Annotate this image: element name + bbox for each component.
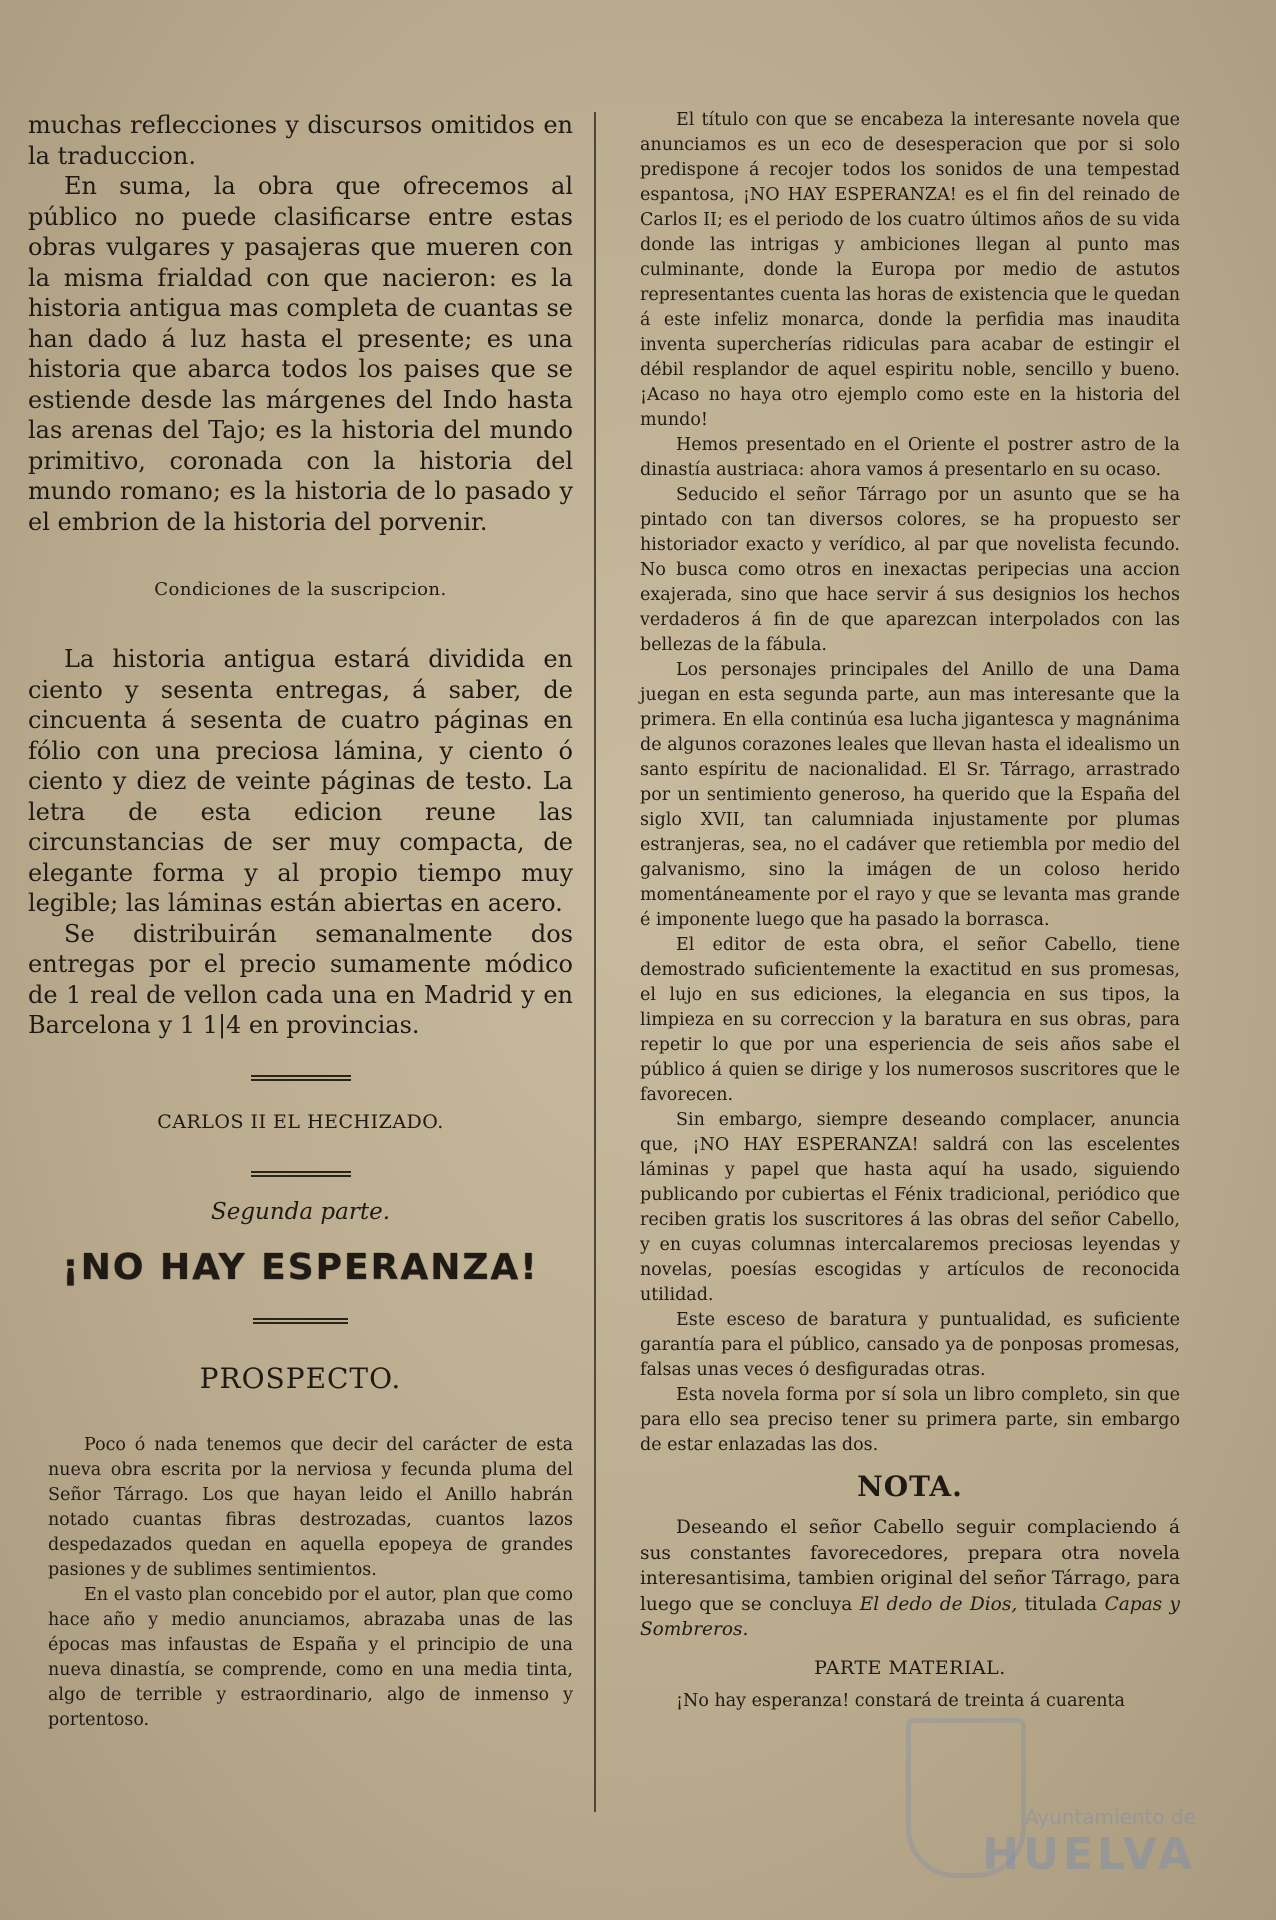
parte-material-heading: PARTE MATERIAL. bbox=[814, 1656, 1006, 1679]
ayuntamiento-watermark bbox=[982, 1805, 1196, 1880]
carlos-heading: CARLOS II EL HECHIZADO. bbox=[157, 1110, 444, 1133]
no-hay-esperanza-title: ¡NO HAY ESPERANZA! bbox=[62, 1246, 539, 1288]
paragraph-titulo: El título con que se encabeza la interesante novela que anunciamos es un eco de desesperacion que por si solo predispone á recojer todos los sonidos de una tempestad espantosa, ¡NO HAY ESPERANZA! es el fin del reinado de Carlos II; es el periodo de los cuatro últimos años de su vida donde las intrigas y ambiciones llegan al punto mas culminante, donde la Europa por medio de astutos representantes cuenta las horas de existencia que le quedan á este infeliz monarca, donde la perfidia mas inaudita inventa supercherías ridiculas para acabar de estingir el débil resplandor de aquel espiritu noble, sencillo y bueno. ¡Acaso no haya otro ejemplo como este en la historia del mundo! bbox=[640, 110, 1180, 430]
paragraph-sin-embargo: Sin embargo, siempre deseando complacer, anuncia que, ¡NO HAY ESPERANZA! saldrá con las escelentes láminas y papel que hasta aquí ha usado, siguiendo publicando por cubiertas el Fénix tradicional, periódico que reciben gratis los suscritores á las obras del señor Cabello, y en cuyas columnas intercalaremos preciosas leyendas y novelas, poesías escogidas y artículos de reconocida utilidad. bbox=[640, 1110, 1180, 1305]
nota-title-dedo: El dedo de Dios, bbox=[859, 1593, 1018, 1615]
paragraph-vasto-plan: En el vasto plan concebido por el autor, plan que como hace año y medio anunciamos, abrazaba unas de las épocas mas infaustas de España y el principio de una nueva dinastía, se comprende, como en una media tinta, algo de terrible y estraordinario, algo de inmenso y portentoso. bbox=[48, 1584, 573, 1730]
double-rule bbox=[253, 1318, 348, 1324]
right-column bbox=[640, 0, 1180, 1714]
conditions-heading: Condiciones de la suscripcion. bbox=[154, 579, 447, 600]
paragraph-esceso: Este esceso de baratura y puntualidad, es suficiente garantía para el público, cansado ya de ponposas promesas, falsas unas veces ó desfiguradas otras. bbox=[640, 1310, 1180, 1380]
paragraph-esta-novela: Esta novela forma por sí sola un libro completo, sin que para ello sea preciso tener su primera parte, sin embargo de estar enlazadas las dos. bbox=[640, 1385, 1180, 1455]
paragraph-seducido: Seducido el señor Tárrago por un asunto que se ha pintado con tan diversos colores, se ha propuesto ser historiador exacto y verídico, al par que novelista fecundo. No busca como otros en inexactas peripecias una accion exajerada, sino que hace servir á sus designios los hechos verdaderos á fin de que aparezcan interpolados con las bellezas de la fábula. bbox=[640, 485, 1180, 655]
paragraph-personajes: Los personajes principales del Anillo de una Dama juegan en esta segunda parte, aun mas interesante que la primera. En ella continúa esa lucha jigantesca y magnánima de algunos corazones leales que llevan hasta el idealismo un santo espíritu de nacionalidad. El Sr. Tárrago, arrastrado por un sentimiento generoso, ha querido que la España del siglo XVII, tan calumniada injustamente por plumas estranjeras, sea, no el cadáver que retiembla por medio del galvanismo, sino la imágen de un coloso herido momentáneamente por el rayo y que se levanta mas grande é imponente luego que ha pasado la borrasca. bbox=[640, 660, 1180, 930]
paragraph-hemos-presentado: Hemos presentado en el Oriente el postrer astro de la dinastía austriaca: ahora vamos á presentarlo en su ocaso. bbox=[640, 435, 1180, 480]
prospecto-heading: PROSPECTO. bbox=[199, 1361, 402, 1395]
double-rule bbox=[251, 1075, 351, 1081]
paragraph-editor: El editor de esta obra, el señor Cabello, tiene demostrado suficientemente la exactitud en sus promesas, el lujo en sus ediciones, la elegancia en sus tipos, la limpieza en su correccion y la baratura en sus obras, para repetir lo que por una esperiencia de seis años sabe el público á quien se dirige y los numerosos suscritores que le favorecen. bbox=[640, 935, 1180, 1105]
paragraph-distribuiran: Se distribuirán semanalmente dos entregas por el precio sumamente módico de 1 real de vellon cada una en Madrid y en Barcelona y 1 1|4 en provincias. bbox=[28, 919, 573, 1039]
nota-text: titulada bbox=[1017, 1593, 1105, 1615]
nota-text: Deseando el señor Cabello seguir complaciendo á sus constantes favorecedores, prepara otra novela interesantisima, tambien original del señor Tárrago, para luego que se concluya bbox=[640, 1517, 1180, 1615]
segunda-parte-subtitle: Segunda parte. bbox=[210, 1198, 391, 1225]
paragraph-historia-antigua: La historia antigua estará dividida en ciento y sesenta entregas, á saber, de cincuenta á sesenta de cuatro páginas en fólio con una preciosa lámina, y ciento ó ciento y diez de veinte páginas de testo. La letra de esta edicion reune las circunstancias de ser muy compacta, de elegante forma y al propio tiempo muy legible; las láminas están abiertas en acero. bbox=[28, 645, 573, 917]
double-rule bbox=[251, 1171, 351, 1177]
left-column bbox=[28, 0, 573, 1733]
paragraph-constara: ¡No hay esperanza! constará de treinta á cuarenta bbox=[676, 1690, 1125, 1711]
paragraph-en-suma: En suma, la obra que ofrecemos al público no puede clasificarse entre estas obras vulgares y pasajeras que mueren con la misma frialdad con que nacieron: es la historia antigua mas completa de cuantas se han dado á luz hasta el presente; es una historia que abarca todos los paises que se estiende desde las márgenes del Indo hasta las arenas del Tajo; es la historia del mundo primitivo, coronada con la historia del mundo romano; es la historia de lo pasado y el embrion de la historia del porvenir. bbox=[28, 172, 573, 536]
watermark-line-2: HUELVA bbox=[982, 1829, 1196, 1880]
paragraph-poco-o-nada: Poco ó nada tenemos que decir del carácter de esta nueva obra escrita por la nerviosa y fecunda pluma del Señor Tárrago. Los que hayan leido el Anillo habrán notado cuantas fibras destrozadas, cuantos lazos despedazados quedan en aquella epopeya de grandes pasiones y de sublimes sentimientos. bbox=[48, 1434, 573, 1580]
column-divider bbox=[594, 112, 596, 1812]
paragraph-deseando bbox=[640, 1515, 1180, 1643]
nota-title-capas: Capas y Sombreros. bbox=[640, 1593, 1181, 1640]
paragraph-traduccion: muchas reflecciones y discursos omitidos en la traduccion. bbox=[28, 111, 573, 170]
nota-heading: NOTA. bbox=[857, 1470, 963, 1503]
watermark-line-1: Ayuntamiento de bbox=[1024, 1805, 1196, 1829]
